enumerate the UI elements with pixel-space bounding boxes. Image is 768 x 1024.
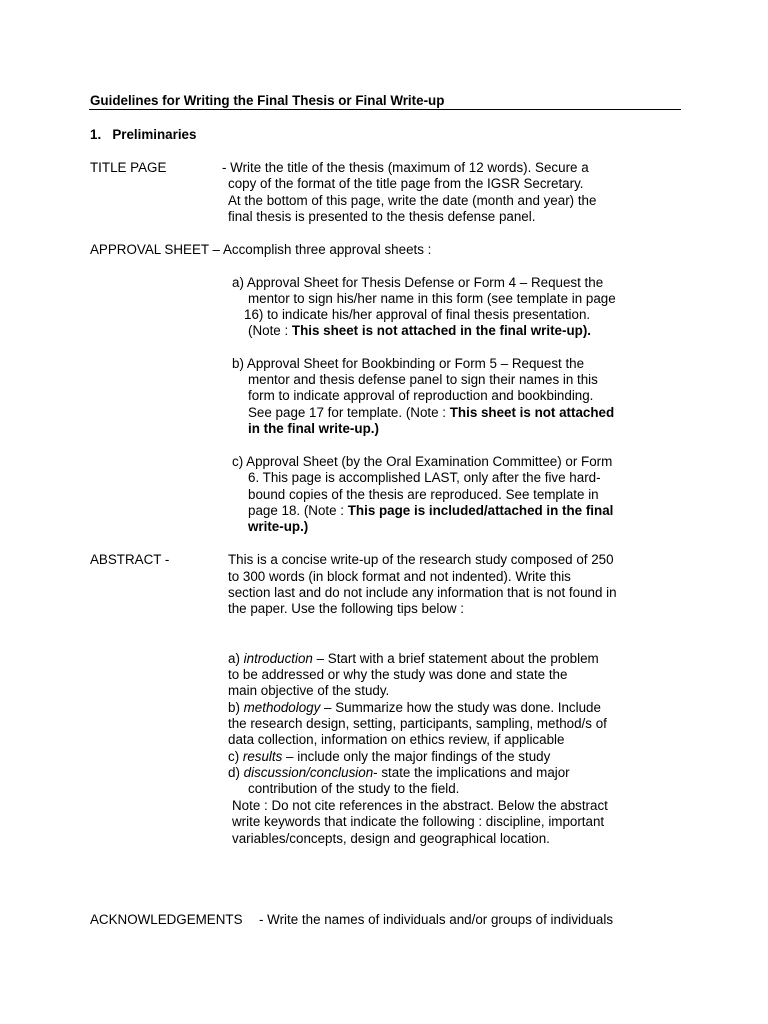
document-title: Guidelines for Writing the Final Thesis or Final Write-up <box>90 93 445 108</box>
tip-d-text: - state the implications and major <box>373 765 570 780</box>
approval-a-line: a) Approval Sheet for Thesis Defense or Form 4 – Request the <box>232 275 604 290</box>
approval-b-note-bold-2: in the final write-up.) <box>248 421 379 436</box>
approval-c-page-prefix: page 18. (Note : <box>248 503 348 518</box>
abstract-line: This is a concise write-up of the research study composed of 250 <box>228 552 614 567</box>
approval-c-note <box>248 503 613 519</box>
approval-a-line: 16) to indicate his/her approval of final thesis presentation. <box>244 307 591 322</box>
approval-c-line: c) Approval Sheet (by the Oral Examination Committee) or Form <box>232 454 613 469</box>
title-underline <box>89 109 681 110</box>
approval-a-note-prefix: (Note : <box>248 323 292 338</box>
approval-b-line: form to indicate approval of reproduction and bookbinding. <box>248 388 594 403</box>
approval-b-line: mentor and thesis defense panel to sign their names in this <box>248 372 598 387</box>
approval-b-note-bold: This sheet is not attached <box>449 405 615 420</box>
abstract-tip-d-line: contribution of the study to the field. <box>248 781 460 796</box>
approval-c-line: 6. This page is accomplished LAST, only after the five hard- <box>248 470 601 485</box>
abstract-label: ABSTRACT - <box>90 552 170 567</box>
tip-d-prefix: d) <box>228 765 244 780</box>
approval-sheet-heading <box>90 242 431 258</box>
tip-c-prefix: c) <box>228 749 243 764</box>
tip-a-text: – Start with a brief statement about the problem <box>312 651 599 666</box>
abstract-tip-b <box>228 700 601 716</box>
abstract-tip-a-line: to be addressed or why the study was done and state the <box>228 667 568 682</box>
abstract-tip-c <box>228 749 550 765</box>
title-page-line: At the bottom of this page, write the date (month and year) the <box>228 193 597 208</box>
approval-b-see-prefix: See page 17 for template. (Note : <box>248 405 450 420</box>
tip-a-keyword: introduction <box>243 651 313 666</box>
approval-sheet-label: APPROVAL SHEET <box>90 242 209 257</box>
approval-sheet-intro: – Accomplish three approval sheets : <box>208 242 432 257</box>
approval-a-line: mentor to sign his/her name in this form (see template in page <box>248 291 616 306</box>
abstract-tip-a <box>228 651 599 667</box>
title-page-line: copy of the format of the title page from the IGSR Secretary. <box>228 176 584 191</box>
abstract-line: the paper. Use the following tips below : <box>228 601 464 616</box>
acknowledgements-label: ACKNOWLEDGEMENTS <box>90 912 243 927</box>
section-title: Preliminaries <box>112 127 197 142</box>
title-page-line: final thesis is presented to the thesis defense panel. <box>228 209 536 224</box>
abstract-tip-b-line: data collection, information on ethics review, if applicable <box>228 732 565 747</box>
approval-c-line: bound copies of the thesis are reproduced. See template in <box>248 487 599 502</box>
approval-c-note-bold: This page is included/attached in the final <box>347 503 614 518</box>
tip-a-prefix: a) <box>228 651 244 666</box>
acknowledgements-text: - Write the names of individuals and/or groups of individuals <box>259 912 614 927</box>
tip-b-prefix: b) <box>228 700 244 715</box>
approval-b-note <box>248 405 614 421</box>
abstract-line: section last and do not include any information that is not found in <box>228 585 617 600</box>
section-number: 1. <box>90 127 102 142</box>
abstract-tip-d <box>228 765 570 781</box>
approval-c-note-bold-2: write-up.) <box>248 519 309 534</box>
title-page-label: TITLE PAGE <box>90 160 167 175</box>
section-heading <box>90 127 196 143</box>
abstract-note-line: write keywords that indicate the following : discipline, important <box>232 814 605 829</box>
tip-b-keyword: methodology <box>243 700 321 715</box>
abstract-note-line: Note : Do not cite references in the abstract. Below the abstract <box>232 798 608 813</box>
tip-b-text: – Summarize how the study was done. Include <box>320 700 601 715</box>
abstract-line: to 300 words (in block format and not indented). Write this <box>228 569 571 584</box>
approval-a-note-bold: This sheet is not attached in the final write-up). <box>291 323 591 338</box>
approval-b-line: b) Approval Sheet for Bookbinding or Form 5 – Request the <box>232 356 585 371</box>
tip-d-keyword: discussion/conclusion <box>243 765 374 780</box>
abstract-tip-a-line: main objective of the study. <box>228 683 390 698</box>
abstract-tip-b-line: the research design, setting, participants, sampling, method/s of <box>228 716 607 731</box>
tip-c-text: – include only the major findings of the study <box>282 749 551 764</box>
abstract-note-line: variables/concepts, design and geographical location. <box>232 831 550 846</box>
approval-a-note <box>248 323 591 339</box>
title-page-line: - Write the title of the thesis (maximum of 12 words). Secure a <box>222 160 589 175</box>
tip-c-keyword: results <box>242 749 283 764</box>
